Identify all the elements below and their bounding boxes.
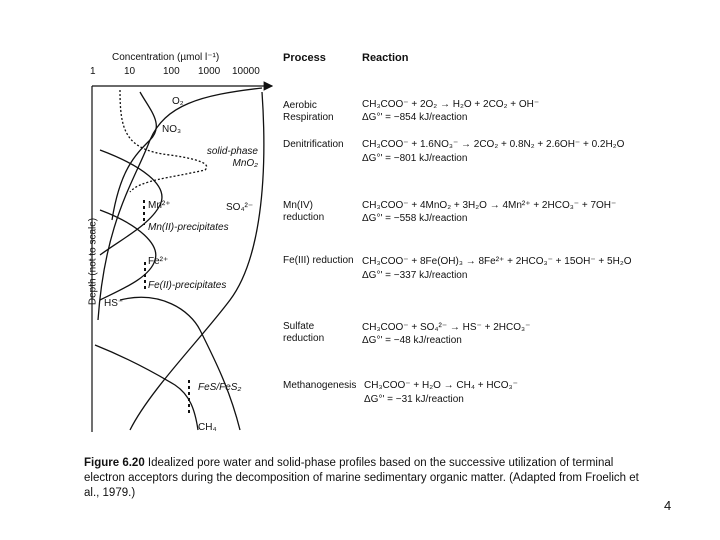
tick-10: 10	[124, 66, 136, 77]
depth-label: Depth (not to scale)	[87, 217, 99, 306]
process-sulfate-reduction: Sulfate reduction	[283, 321, 325, 344]
so4-label: SO₄²⁻	[226, 202, 254, 213]
page-number: 4	[664, 498, 672, 513]
concentration-label: Concentration (µmol l⁻¹)	[112, 52, 220, 63]
caption-text: Idealized pore water and solid-phase profiles based on the successive utilization of terminal electron acceptors during the decomposition of marine sedimentary organic matter. (Adapted from Froelich et al., 1979.)	[84, 457, 639, 499]
process-header: Process	[283, 52, 326, 64]
reaction-sulfate-reduction: CH₃COO⁻ + SO₄²⁻ → HS⁻ + 2HCO₃⁻	[362, 322, 531, 333]
reaction-denitrification: CH₃COO⁻ + 1.6NO₃⁻ → 2CO₂ + 0.8N₂ + 2.6OH⁻ + 0.2H₂O	[362, 139, 625, 150]
process-aerobic: Aerobic Respiration	[283, 100, 334, 123]
fe2-label: Fe²⁺	[148, 256, 169, 267]
hs-curve	[120, 297, 240, 430]
tick-1: 1	[90, 66, 96, 77]
hs-label: HS⁻	[104, 298, 124, 309]
tick-100: 100	[163, 66, 180, 77]
fe-precip-label: Fe(II)-precipitates	[148, 280, 227, 291]
energy-denitrification: ΔG°' = −801 kJ/reaction	[362, 153, 468, 164]
reaction-header: Reaction	[362, 52, 409, 64]
ch4-label: CH₄	[198, 422, 217, 433]
reaction-fe-reduction: CH₃COO⁻ + 8Fe(OH)₃ → 8Fe²⁺ + 2HCO₃⁻ + 15OH⁻ + 5H₂O	[362, 256, 632, 267]
reaction-aerobic: CH₃COO⁻ + 2O₂ → H₂O + 2CO₂ + OH⁻	[362, 99, 540, 110]
process-fe-reduction: Fe(III) reduction	[283, 255, 354, 266]
figure-caption	[84, 456, 654, 501]
mn2-label: Mn²⁺	[148, 200, 171, 211]
energy-sulfate-reduction: ΔG°' = −48 kJ/reaction	[362, 335, 462, 346]
no3-label: NO₃	[162, 124, 182, 135]
mn-precip-label: Mn(II)-precipitates	[148, 222, 229, 233]
o2-label: O₂	[172, 96, 184, 107]
figure-label: Figure 6.20	[84, 457, 145, 469]
energy-mn-reduction: ΔG°' = −558 kJ/reaction	[362, 213, 468, 224]
tick-10000: 10000	[232, 66, 260, 77]
energy-aerobic: ΔG°' = −854 kJ/reaction	[362, 112, 468, 123]
process-methanogenesis: Methanogenesis	[283, 380, 357, 391]
process-mn-reduction: Mn(IV) reduction	[283, 200, 325, 223]
fes-label: FeS/FeS₂	[198, 382, 242, 393]
process-denitrification: Denitrification	[283, 139, 344, 150]
tick-1000: 1000	[198, 66, 221, 77]
reaction-methanogenesis: CH₃COO⁻ + H₂O → CH₄ + HCO₃⁻	[364, 380, 518, 391]
reaction-mn-reduction: CH₃COO⁻ + 4MnO₂ + 3H₂O → 4Mn²⁺ + 2HCO₃⁻ + 7OH⁻	[362, 200, 617, 211]
energy-methanogenesis: ΔG°' = −31 kJ/reaction	[364, 394, 464, 405]
mno2-label: solid-phase MnO₂	[206, 146, 258, 169]
energy-fe-reduction: ΔG°' = −337 kJ/reaction	[362, 270, 468, 281]
mno2-curve	[120, 90, 207, 192]
